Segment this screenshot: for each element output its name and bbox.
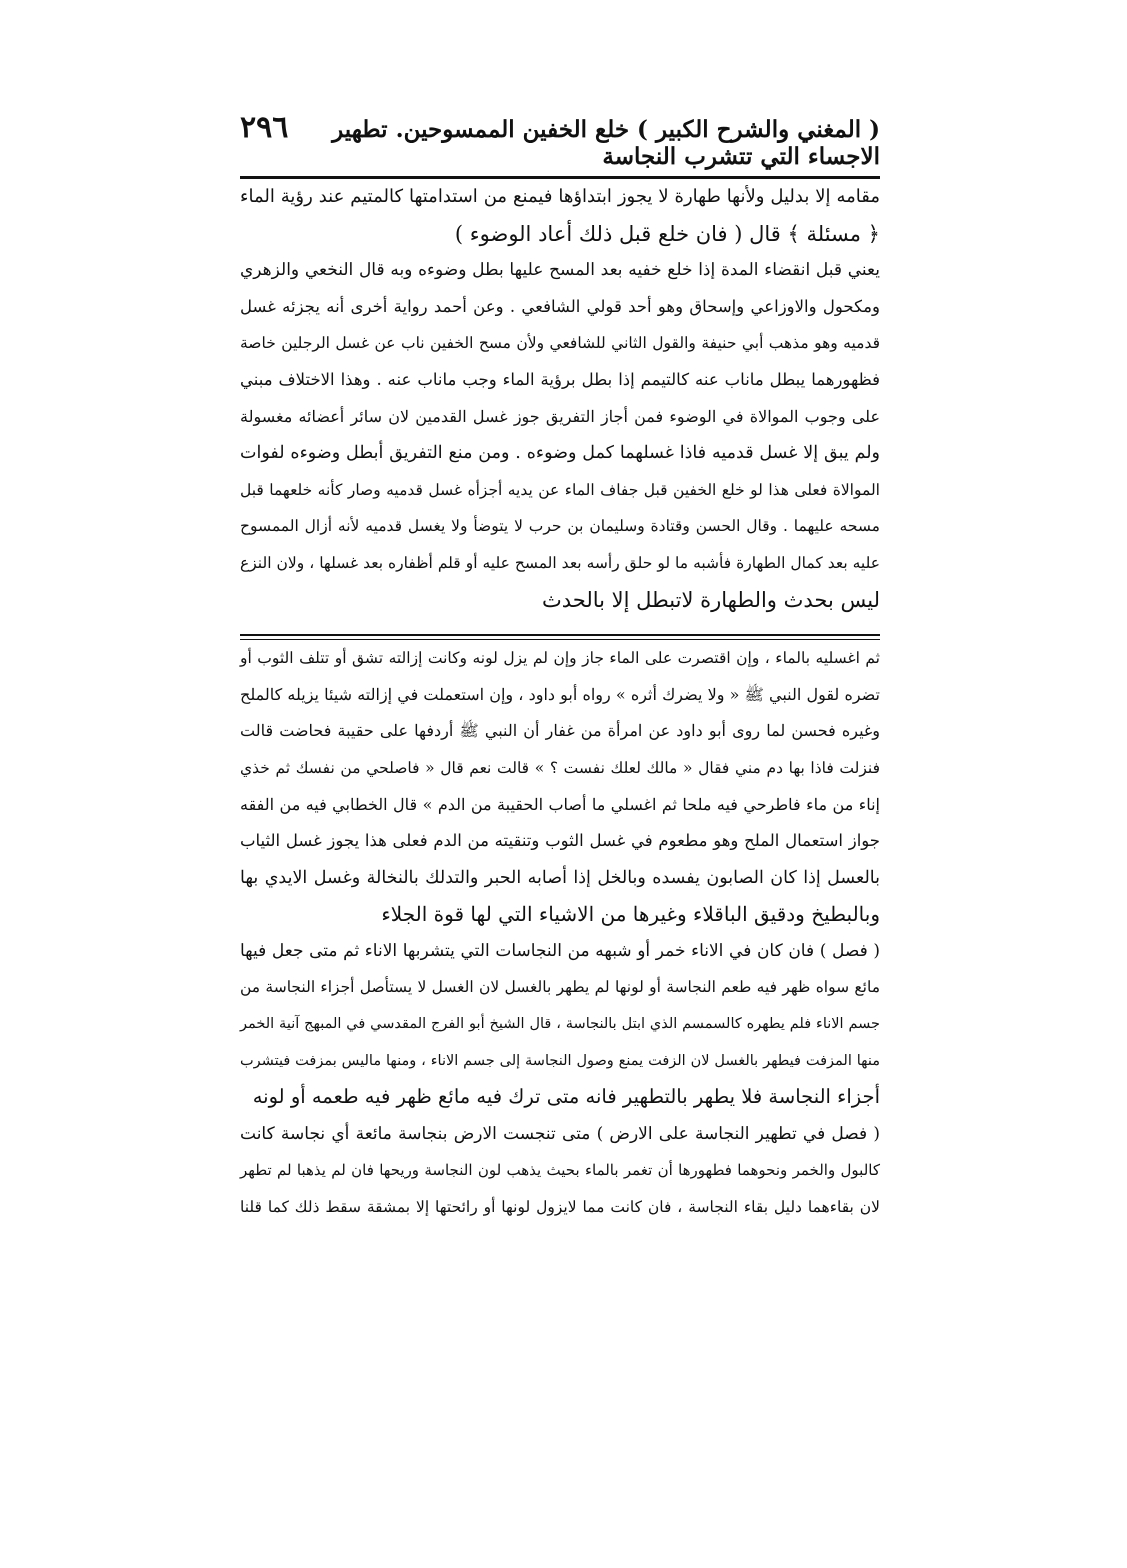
text-line: لان بقاءهما دليل بقاء النجاسة ، فان كانت مما لايزول لونها أو رائحتها إلا بمشقة سقط ذلك كما قلنا: [240, 1198, 880, 1217]
text-line: قدميه وهو مذهب أبي حنيفة والقول الثاني للشافعي ولأن مسح الخفين ناب عن غسل الرجلين خاصة: [240, 334, 880, 353]
text-line: منها المزفت فيطهر بالغسل لان الزفت يمنع وصول النجاسة إلى جسم الاناء ، ومنها ماليس بمزفت فيتشرب: [240, 1052, 880, 1069]
text-line: ولم يبق إلا غسل قدميه فاذا غسلهما كمل وضوءه . ومن منع التفريق أبطل وضوءه لفوات: [240, 443, 880, 464]
text-line: مائع سواه ظهر فيه طعم النجاسة أو لونها لم يطهر بالغسل لان الغسل لا يستأصل أجزاء النجاسة من: [240, 978, 880, 997]
text-line: كالبول والخمر ونحوهما فطهورها أن تغمر بالماء بحيث يذهب لون النجاسة وريحها فان لم يذهبا لم تطهر: [240, 1161, 880, 1180]
text-line: فنزلت فاذا بها دم مني فقال « مالك لعلك نفست ؟ » قالت نعم قال « فاصلحي من نفسك ثم خذي: [240, 758, 880, 777]
text-line: ثم اغسليه بالماء ، وإن اقتصرت على الماء جاز وإن لم يزل لونه وكانت إزالته تشق أو تتلف الثوب أو: [240, 649, 880, 668]
section-heading: ( فصل ) فان كان في الاناء خمر أو شبهه من النجاسات التي يتشربها الاناء ثم متى جعل فيها: [240, 940, 880, 961]
text-line: تضره لقول النبي ﷺ « ولا يضرك أثره » رواه أبو داود ، وإن استعملت في إزالته شيئا يزيله كالملح: [240, 684, 880, 704]
book-page: [240, 110, 880, 1226]
text-line: وغيره فحسن لما روى أبو داود عن امرأة من غفار أن النبي ﷺ أردفها على حقيبة فحاضت قالت: [240, 721, 881, 741]
text-line: على وجوب الموالاة في الوضوء فمن أجاز التفريق جوز غسل القدمين لان سائر أعضائه مغسولة: [240, 406, 880, 426]
text-line: الموالاة فعلى هذا لو خلع الخفين قبل جفاف الماء عن يديه أجزأه غسل قدميه وصار كأنه خلعهما قبل: [240, 480, 880, 499]
text-line: يعني قبل انقضاء المدة إذا خلع خفيه بعد المسح عليها بطل وضوءه وبه قال النخعي والزهري: [240, 260, 880, 281]
text-line: مسحه عليهما . وقال الحسن وقتادة وسليمان بن حرب لا يتوضأ ولا يغسل قدميه لأنه أزال الممسوح: [240, 517, 880, 536]
text-line: مقامه إلا بدليل ولأنها طهارة لا يجوز ابتداؤها فيمنع من استدامتها كالمتيم عند رؤية الماء: [240, 186, 880, 207]
text-line: وبالبطيخ ودقيق الباقلاء وغيرها من الاشياء التي لها قوة الجلاء: [381, 902, 880, 927]
section-heading: ( فصل في تطهير النجاسة على الارض ) متى تنجست الارض بنجاسة مائعة أي نجاسة كانت: [240, 1123, 880, 1144]
running-title: ( المغني والشرح الكبير ) خلع الخفين الممسوحين. تطهير الاجساء التي تتشرب النجاسة: [332, 116, 880, 170]
text-line: ومكحول والاوزاعي وإسحاق وهو أحد قولي الشافعي . وعن أحمد رواية أخرى أنه يجزئه غسل: [240, 296, 880, 316]
commentary-text: [240, 640, 880, 1226]
text-line: إناء من ماء فاطرحي فيه ملحا ثم اغسلي ما أصاب الحقيبة من الدم » قال الخطابي فيه من الفقه: [240, 794, 880, 814]
main-text: [240, 179, 880, 618]
text-line: فظهورهما يبطل ماناب عنه كالتيمم إذا بطل برؤية الماء وجب ماناب عنه . وهذا الاختلاف مبني: [240, 369, 880, 389]
section-divider: [240, 634, 880, 636]
text-line: عليه بعد كمال الطهارة فأشبه ما لو حلق رأسه بعد المسح عليه أو قلم أظفاره بعد غسلها ، ولان النزع: [240, 553, 880, 572]
text-line: جواز استعمال الملح وهو مطعوم في غسل الثوب وتنقيته من الدم فعلى هذا يجوز غسل الثياب: [240, 831, 880, 851]
page-header: [240, 110, 880, 179]
page-number: ٢٩٦: [240, 110, 289, 145]
text-line: ليس بحدث والطهارة لاتبطل إلا بالحدث: [542, 587, 880, 612]
text-line: أجزاء النجاسة فلا يطهر بالتطهير فانه متى ترك فيه مائع ظهر فيه طعمه أو لونه: [252, 1085, 880, 1109]
text-line: بالعسل إذا كان الصابون يفسده وبالخل إذا أصابه الحبر والتدلك بالنخالة وغسل الايدي بها: [240, 867, 880, 888]
text-line: جسم الاناء فلم يطهره كالسمسم الذي ابتل بالنجاسة ، قال الشيخ أبو الفرج المقدسي في المبهج آنية الخمر: [240, 1016, 880, 1033]
section-heading: ﴿ مسئلة ﴾ قال ( فان خلع قبل ذلك أعاد الوضوء ): [454, 221, 880, 246]
